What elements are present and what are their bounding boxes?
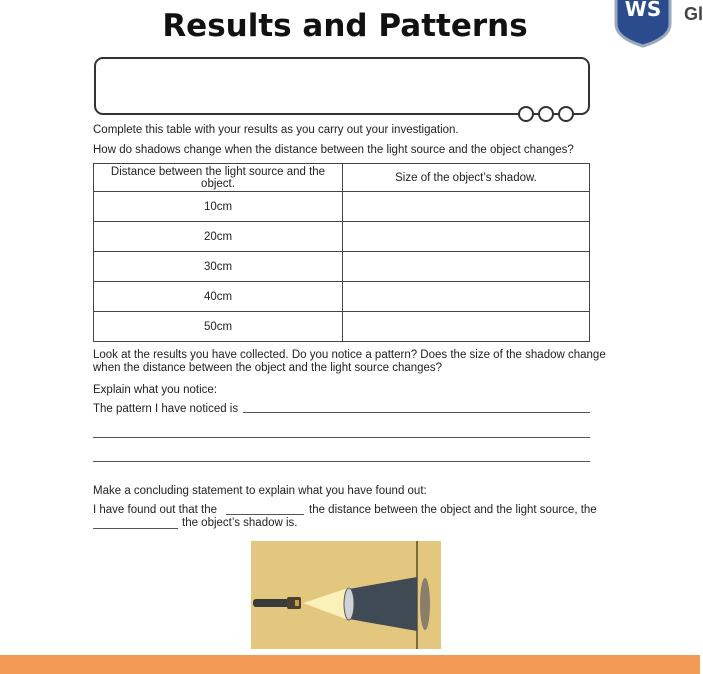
shadow-size-cell[interactable] [343, 252, 590, 282]
conclusion-prompt: Make a concluding statement to explain what you have found out: [93, 485, 427, 497]
page-title: Results and Patterns [162, 8, 528, 44]
conclusion-part3: the object’s shadow is. [182, 517, 298, 529]
chain-links-icon [516, 104, 578, 124]
pattern-question-line2: when the distance between the object and the light source changes? [93, 362, 443, 374]
conclusion-blank-2[interactable] [93, 528, 178, 529]
twinkl-logo-icon [612, 0, 674, 46]
shadow-size-cell[interactable] [343, 222, 590, 252]
cut-off-label: Gl [684, 4, 703, 24]
conclusion-blank-1[interactable] [226, 514, 304, 515]
shadow-size-cell[interactable] [343, 282, 590, 312]
pattern-question-line1: Look at the results you have collected. Do you notice a pattern? Does the size of the shadow change [93, 349, 606, 361]
shadow-size-cell[interactable] [343, 192, 590, 222]
conclusion-part2: the distance between the object and the light source, the [309, 504, 597, 516]
conclusion-part1: I have found out that the [93, 504, 218, 516]
distance-cell: 20cm [94, 222, 343, 252]
answer-line-1[interactable] [243, 412, 590, 413]
answer-line-3[interactable] [93, 461, 590, 462]
pattern-label: The pattern I have noticed is [93, 403, 239, 415]
torch-shadow-illustration [251, 541, 441, 649]
header-distance: Distance between the light source and the object. [94, 164, 343, 192]
table-row [94, 252, 590, 282]
table-row [94, 282, 590, 312]
footer-bar [0, 655, 700, 674]
distance-cell: 30cm [94, 252, 343, 282]
table-header-row [94, 164, 590, 192]
distance-cell: 10cm [94, 192, 343, 222]
table-row [94, 222, 590, 252]
results-table [93, 163, 590, 342]
instruction-complete-table: Complete this table with your results as you carry out your investigation. [93, 124, 459, 136]
investigation-question: How do shadows change when the distance between the light source and the object changes? [93, 144, 574, 156]
logo-text: WS [624, 0, 662, 21]
header-shadow-size: Size of the object’s shadow. [343, 164, 590, 192]
table-row [94, 192, 590, 222]
explain-prompt: Explain what you notice: [93, 384, 218, 396]
distance-cell: 40cm [94, 282, 343, 312]
shadow-size-cell[interactable] [343, 312, 590, 342]
distance-cell: 50cm [94, 312, 343, 342]
answer-line-2[interactable] [93, 437, 590, 438]
table-row [94, 312, 590, 342]
